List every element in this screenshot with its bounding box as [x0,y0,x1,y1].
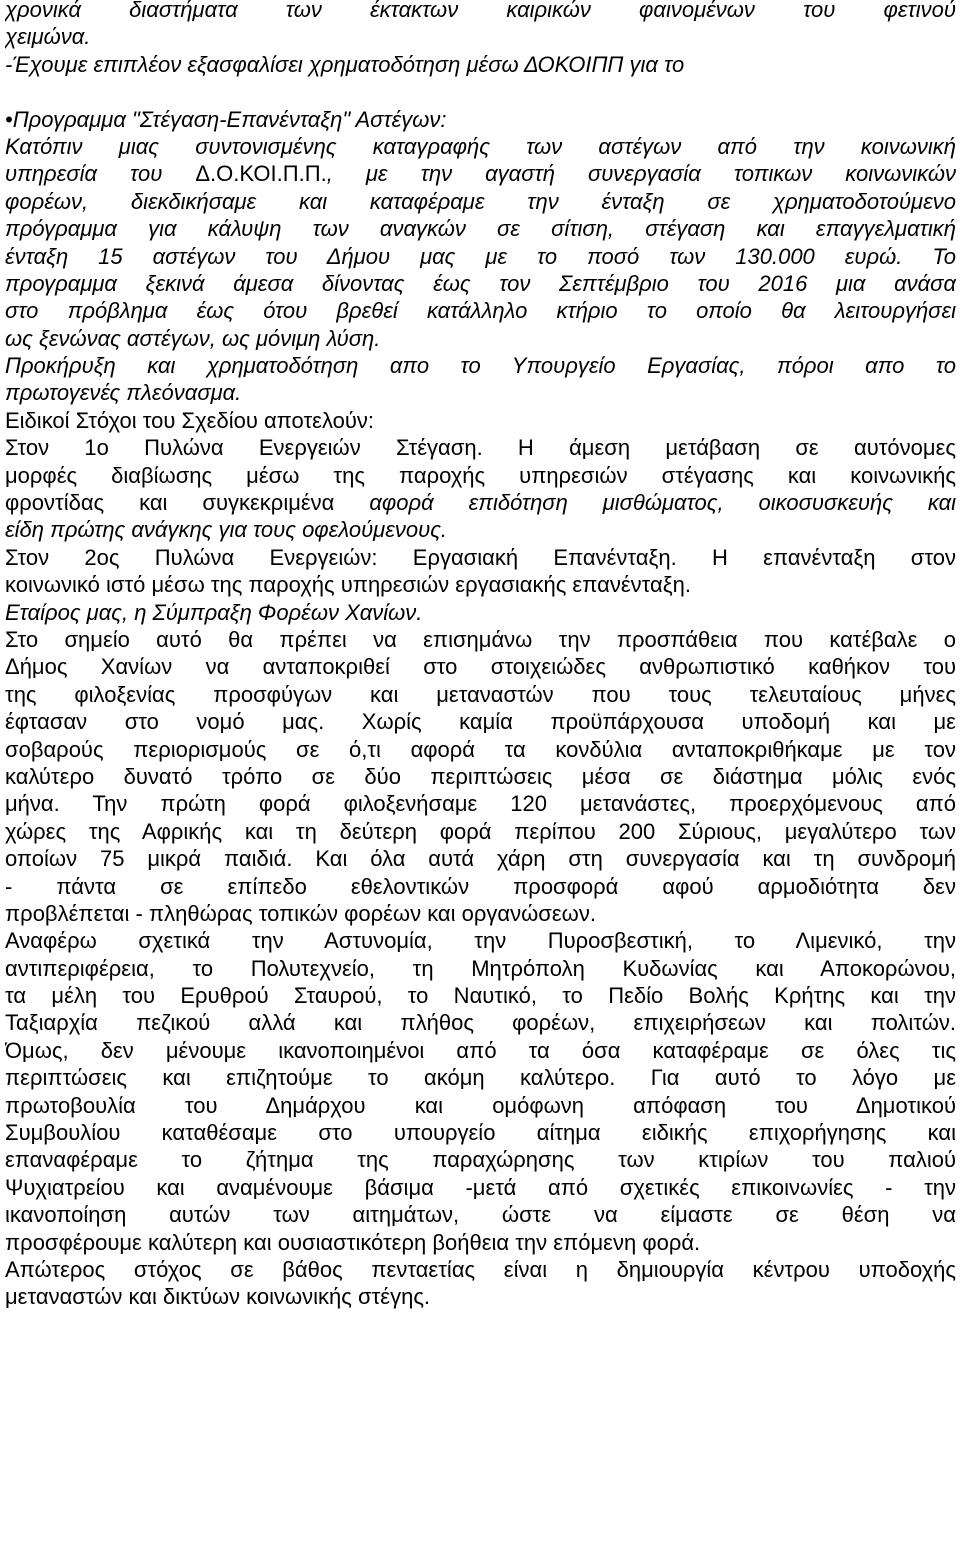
text-line [5,982,956,1009]
text-line [5,23,956,50]
text-run: καλύτερο δυνατό τρόπο σε δύο περιπτώσεις μέσα σε διάστημα μόλις ενός [5,763,956,789]
text-run: χρονικά διαστήματα των έκτακτων καιρικών φαινομένων του φετινού [5,0,956,22]
text-line [5,790,956,817]
text-line [5,1064,956,1091]
text-line [5,270,956,297]
text-line [5,489,956,516]
text-run: της φιλοξενίας προσφύγων και μεταναστών που τους τελευταίους μήνες [5,681,956,707]
text-run: κοινωνικό ιστό μέσω της παροχής υπηρεσιών εργασιακής επανένταξη. [5,572,691,598]
text-run: περιπτώσεις και επιζητούμε το ακόμη καλύτερο. Για αυτό το λόγο με [5,1065,956,1091]
text-line [5,160,956,187]
text-line [5,955,956,982]
text-line [5,325,956,352]
text-run: Αναφέρω σχετικά την Αστυνομία, την Πυροσβεστική, το Λιμενικό, την [5,928,956,954]
text-line [5,1119,956,1146]
text-line [5,626,956,653]
text-line [5,1146,956,1173]
text-line [5,215,956,242]
text-run: •Προγραμμα "Στέγαση-Επανένταξη" Αστέγων: [5,106,447,132]
text-line [5,1283,956,1310]
text-line [5,1037,956,1064]
text-run: μορφές διαβίωσης μέσω της παροχής υπηρεσιών στέγασης και κοινωνικής [5,462,956,488]
text-run: μήνα. Την πρώτη φορά φιλοξενήσαμε 120 μετανάστες, προερχόμενους από [5,791,956,817]
text-run: ως ξενώνας αστέγων, ως μόνιμη λύση. [5,325,381,351]
text-run: Στο σημείο αυτό θα πρέπει να επισημάνω την προσπάθεια που κατέβαλε ο [5,626,956,652]
text-line [5,516,956,543]
text-run: προγραμμα ξεκινά άμεσα δίνοντας έως τον Σεπτέμβριο του 2016 μια ανάσα [5,270,956,296]
text-line [5,653,956,680]
text-line [5,873,956,900]
text-run: χώρες της Αφρικής και τη δεύτερη φορά περίπου 200 Σύριους, μεγαλύτερο των [5,818,956,844]
text-run: Στον 1ο Πυλώνα Ενεργειών Στέγαση. Η άμεση μετάβαση σε αυτόνομες [5,435,956,461]
text-line [5,681,956,708]
text-run: ικανοποίηση αυτών των αιτημάτων, ώστε να είμαστε σε θέση να [5,1202,956,1228]
text-line [5,106,956,133]
text-run: Συμβουλίου καταθέσαμε στο υπουργείο αίτημα ειδικής επιχορήγησης και [5,1120,956,1146]
text-run: Ταξιαρχία πεζικού αλλά και πλήθος φορέων, επιχειρήσεων και πολιτών. [5,1010,956,1036]
text-line [5,736,956,763]
text-line [5,1174,956,1201]
text-line [5,763,956,790]
text-run: πρόγραμμα για κάλυψη των αναγκών σε σίτιση, στέγαση και επαγγελματική [5,216,956,242]
text-run: Προκήρυξη και χρηματοδότηση απο το Υπουργείο Εργασίας, πόροι απο το [5,353,956,379]
text-line [5,133,956,160]
text-run: προσφέρουμε καλύτερη και ουσιαστικότερη βοήθεια την επόμενη φορά. [5,1229,701,1255]
text-line [5,188,956,215]
text-line [5,599,956,626]
text-run: φορέων, διεκδικήσαμε και καταφέραμε την ένταξη σε χρηματοδοτούμενο [5,188,956,214]
text-run: υπηρεσία του [5,161,196,187]
text-run: - πάντα σε επίπεδο εθελοντικών προσφορά αφού αρμοδιότητα δεν [5,873,956,899]
text-run: Ψυχιατρείου και αναμένουμε βάσιμα -μετά από σχετικές επικοινωνίες - την [5,1174,956,1200]
text-run: Απώτερος στόχος σε βάθος πενταετίας είναι η δημιουργία κέντρου υποδοχής [5,1256,956,1282]
text-line [5,900,956,927]
text-line [5,379,956,406]
text-line [5,1092,956,1119]
text-run: αφορά επιδότηση μισθώματος, οικοσυσκευής και [369,490,956,516]
text-line [5,1256,956,1283]
text-run: πρωτοβουλία του Δημάρχου και ομόφωνη απόφαση του Δημοτικού [5,1092,956,1118]
text-run: είδη πρώτης ανάγκης για τους οφελούμενους. [5,517,448,543]
text-line [5,1201,956,1228]
text-run: στο πρόβλημα έως ότου βρεθεί κατάλληλο κτήριο το οποίο θα λειτουργήσει [5,298,956,324]
text-run: ένταξη 15 αστέγων του Δήμου μας με το ποσό των 130.000 ευρώ. Το [5,243,956,269]
text-run: Δ.Ο.ΚΟΙ.Π.Π. [195,161,327,187]
text-line [5,78,956,105]
text-line [5,845,956,872]
text-run: πρωτογενές πλεόνασμα. [5,380,242,406]
text-run: σοβαρούς περιορισμούς σε ό,τι αφορά τα κονδύλια ανταποκριθήκαμε με τον [5,736,956,762]
text-run: Στον 2ος Πυλώνα Ενεργειών: Εργασιακή Επανένταξη. Η επανένταξη στον [5,544,956,570]
text-run: χειμώνα. [5,24,91,50]
text-line [5,243,956,270]
text-run: έφτασαν στο νομό μας. Χωρίς καμία προϋπάρχουσα υποδομή και με [5,709,956,735]
text-line [5,571,956,598]
text-run: φροντίδας και συγκεκριμένα [5,490,370,516]
text-run: Κατόπιν μιας συντονισμένης καταγραφής των αστέγων από την κοινωνική [5,133,956,159]
text-line [5,544,956,571]
text-line [5,352,956,379]
text-run: Ειδικοί Στόχοι του Σχεδίου αποτελούν: [5,407,375,433]
text-run: επαναφέραμε το ζήτημα της παραχώρησης των κτιρίων του παλιού [5,1147,956,1173]
text-run: προβλέπεται - πληθώρας τοπικών φορέων και οργανώσεων. [5,900,596,926]
text-line [5,927,956,954]
text-run: οποίων 75 μικρά παιδιά. Και όλα αυτά χάρη στη συνεργασία και τη συνδρομή [5,846,956,872]
text-run: -Έχουμε επιπλέον εξασφαλίσει χρηματοδότηση μέσω ΔΟΚΟΙΠΠ για το [5,51,685,77]
text-line [5,818,956,845]
text-line [5,407,956,434]
text-line [5,1229,956,1256]
text-line [5,462,956,489]
text-run: Εταίρος μας, η Σύμπραξη Φορέων Χανίων. [5,599,423,625]
text-line [5,1009,956,1036]
text-run: Όμως, δεν μένουμε ικανοποιημένοι από τα όσα καταφέραμε σε όλες τις [5,1037,956,1063]
text-line [5,297,956,324]
text-run: , με την αγαστή συνεργασία τοπικων κοινωνικών [326,161,956,187]
text-line [5,434,956,461]
text-run: αντιπεριφέρεια, το Πολυτεχνείο, τη Μητρόπολη Κυδωνίας και Αποκορώνου, [5,955,956,981]
text-line [5,708,956,735]
document-body [5,0,956,1311]
text-line [5,0,956,23]
text-line [5,51,956,78]
text-run: τα μέλη του Ερυθρού Σταυρού, το Ναυτικό, το Πεδίο Βολής Κρήτης και την [5,983,956,1009]
text-run: μεταναστών και δικτύων κοινωνικής στέγης. [5,1284,431,1310]
text-run: Δήμος Χανίων να ανταποκριθεί στο στοιχειώδες ανθρωπιστικό καθήκον του [5,654,956,680]
